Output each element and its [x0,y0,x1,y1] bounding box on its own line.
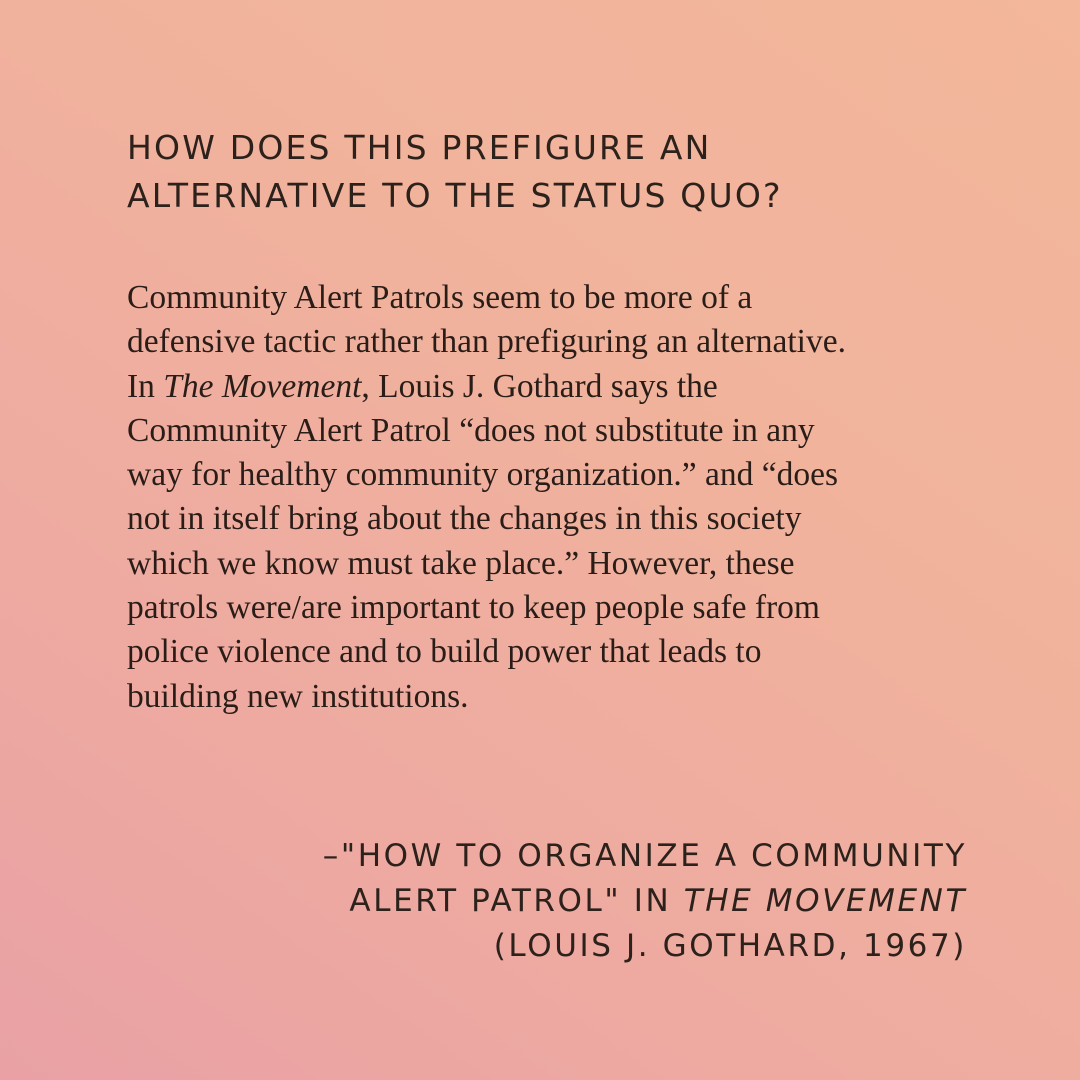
body-line-5: way for healthy community organization.” and “does [127,456,839,494]
citation-line-3: (LOUIS J. GOTHARD, 1967) [493,928,967,964]
heading-line-1: HOW DOES THIS PREFIGURE AN [127,128,712,167]
body-line-10: building new institutions. [127,677,469,715]
body-line-7: which we know must take place.” However, these [127,544,795,582]
citation-publication-title: THE MOVEMENT [683,883,967,919]
body-line-2: defensive tactic rather than prefiguring an alternative. [127,323,846,361]
publication-title: The Movement [163,367,362,405]
body-line-9: police violence and to build power that leads to [127,633,762,671]
citation-line-2-prefix: ALERT PATROL" IN [349,883,684,919]
body-line-4: Community Alert Patrol “does not substitute in any [127,411,815,449]
source-citation [207,834,967,969]
body-line-8: patrols were/are important to keep people safe from [127,589,820,627]
body-line-3-suffix: , Louis J. Gothard says the [361,367,718,405]
body-line-3 [127,365,987,409]
citation-line-1: –"HOW TO ORGANIZE A COMMUNITY [322,838,967,874]
body-line-1: Community Alert Patrols seem to be more of a [127,279,753,316]
question-heading [127,124,947,220]
body-line-6: not in itself bring about the changes in this society [127,500,802,538]
heading-line-2: ALTERNATIVE TO THE STATUS QUO? [127,176,783,215]
body-line-3-prefix: In [127,367,164,405]
citation-line-2 [207,879,967,924]
answer-paragraph [127,276,987,719]
